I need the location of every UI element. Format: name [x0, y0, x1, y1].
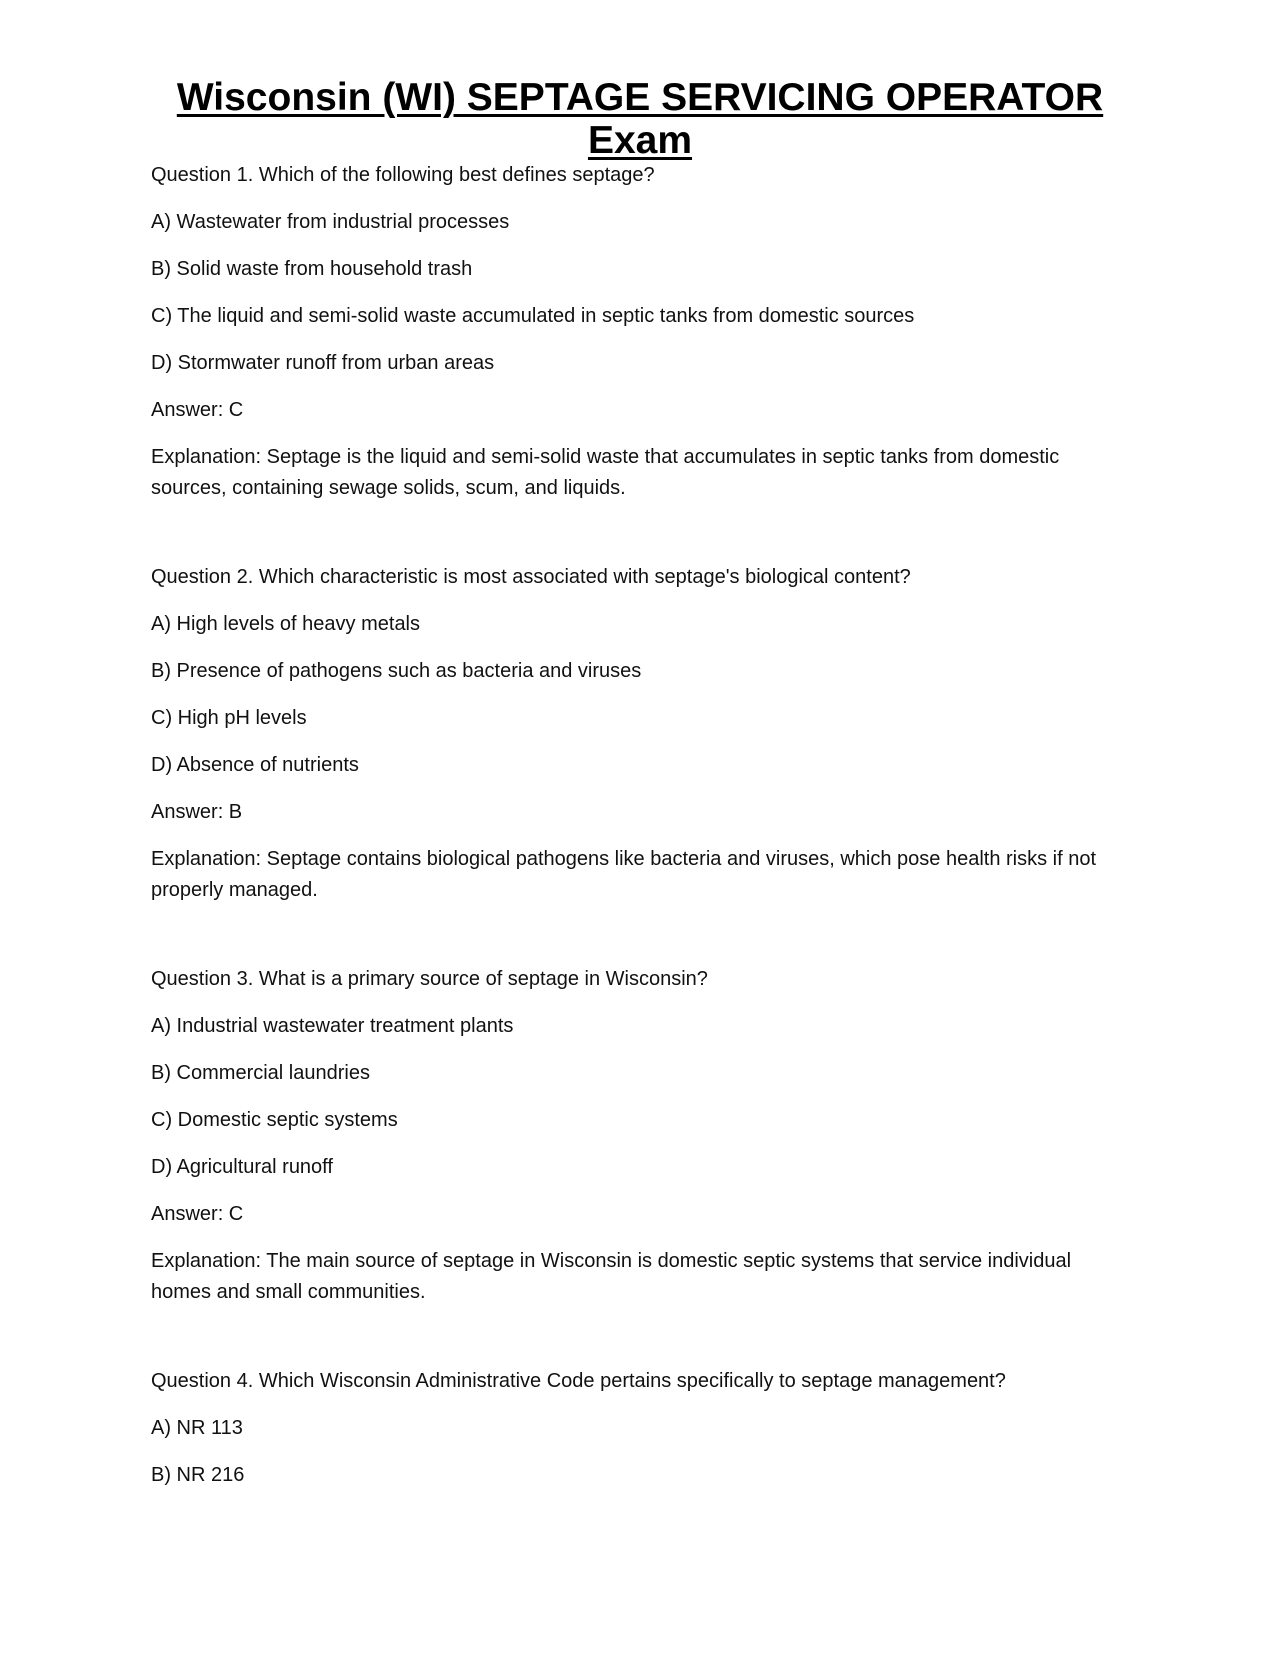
option-d: D) Absence of nutrients	[151, 754, 359, 776]
explanation: Explanation: The main source of septage in Wisconsin is domestic septic systems that service individual homes and small communities.	[151, 1250, 1072, 1303]
question-1	[151, 160, 1131, 504]
question-4	[151, 1366, 1131, 1490]
question-text: Question 3. What is a primary source of septage in Wisconsin?	[151, 968, 708, 990]
option-a: A) NR 113	[151, 1417, 243, 1439]
option-b: B) Commercial laundries	[151, 1062, 370, 1084]
option-a: A) Industrial wastewater treatment plants	[151, 1015, 514, 1037]
option-b: B) Solid waste from household trash	[151, 258, 473, 280]
option-c: C) The liquid and semi-solid waste accumulated in septic tanks from domestic sources	[151, 305, 915, 327]
answer: Answer: C	[151, 1203, 244, 1225]
question-text: Question 4. Which Wisconsin Administrative Code pertains specifically to septage management?	[151, 1370, 1006, 1392]
option-c: C) High pH levels	[151, 707, 307, 729]
option-c: C) Domestic septic systems	[151, 1109, 398, 1131]
option-a: A) High levels of heavy metals	[151, 613, 421, 635]
answer: Answer: C	[151, 399, 244, 421]
option-b: B) NR 216	[151, 1464, 245, 1486]
question-text: Question 2. Which characteristic is most associated with septage's biological content?	[151, 566, 911, 588]
explanation: Explanation: Septage contains biological pathogens like bacteria and viruses, which pose health risks if not properly managed.	[151, 848, 1097, 901]
option-d: D) Agricultural runoff	[151, 1156, 333, 1178]
option-a: A) Wastewater from industrial processes	[151, 211, 510, 233]
question-2	[151, 562, 1131, 906]
explanation: Explanation: Septage is the liquid and semi-solid waste that accumulates in septic tanks from domestic sources, containing sewage solids, scum, and liquids.	[151, 446, 1060, 499]
question-3	[151, 964, 1131, 1308]
question-list	[151, 160, 1131, 1507]
question-text: Question 1. Which of the following best defines septage?	[151, 164, 655, 186]
document-title-continued: Exam	[587, 119, 693, 162]
answer: Answer: B	[151, 801, 243, 823]
document-title: Wisconsin (WI) SEPTAGE SERVICING OPERATOR	[176, 76, 1104, 119]
option-b: B) Presence of pathogens such as bacteria and viruses	[151, 660, 642, 682]
option-d: D) Stormwater runoff from urban areas	[151, 352, 495, 374]
